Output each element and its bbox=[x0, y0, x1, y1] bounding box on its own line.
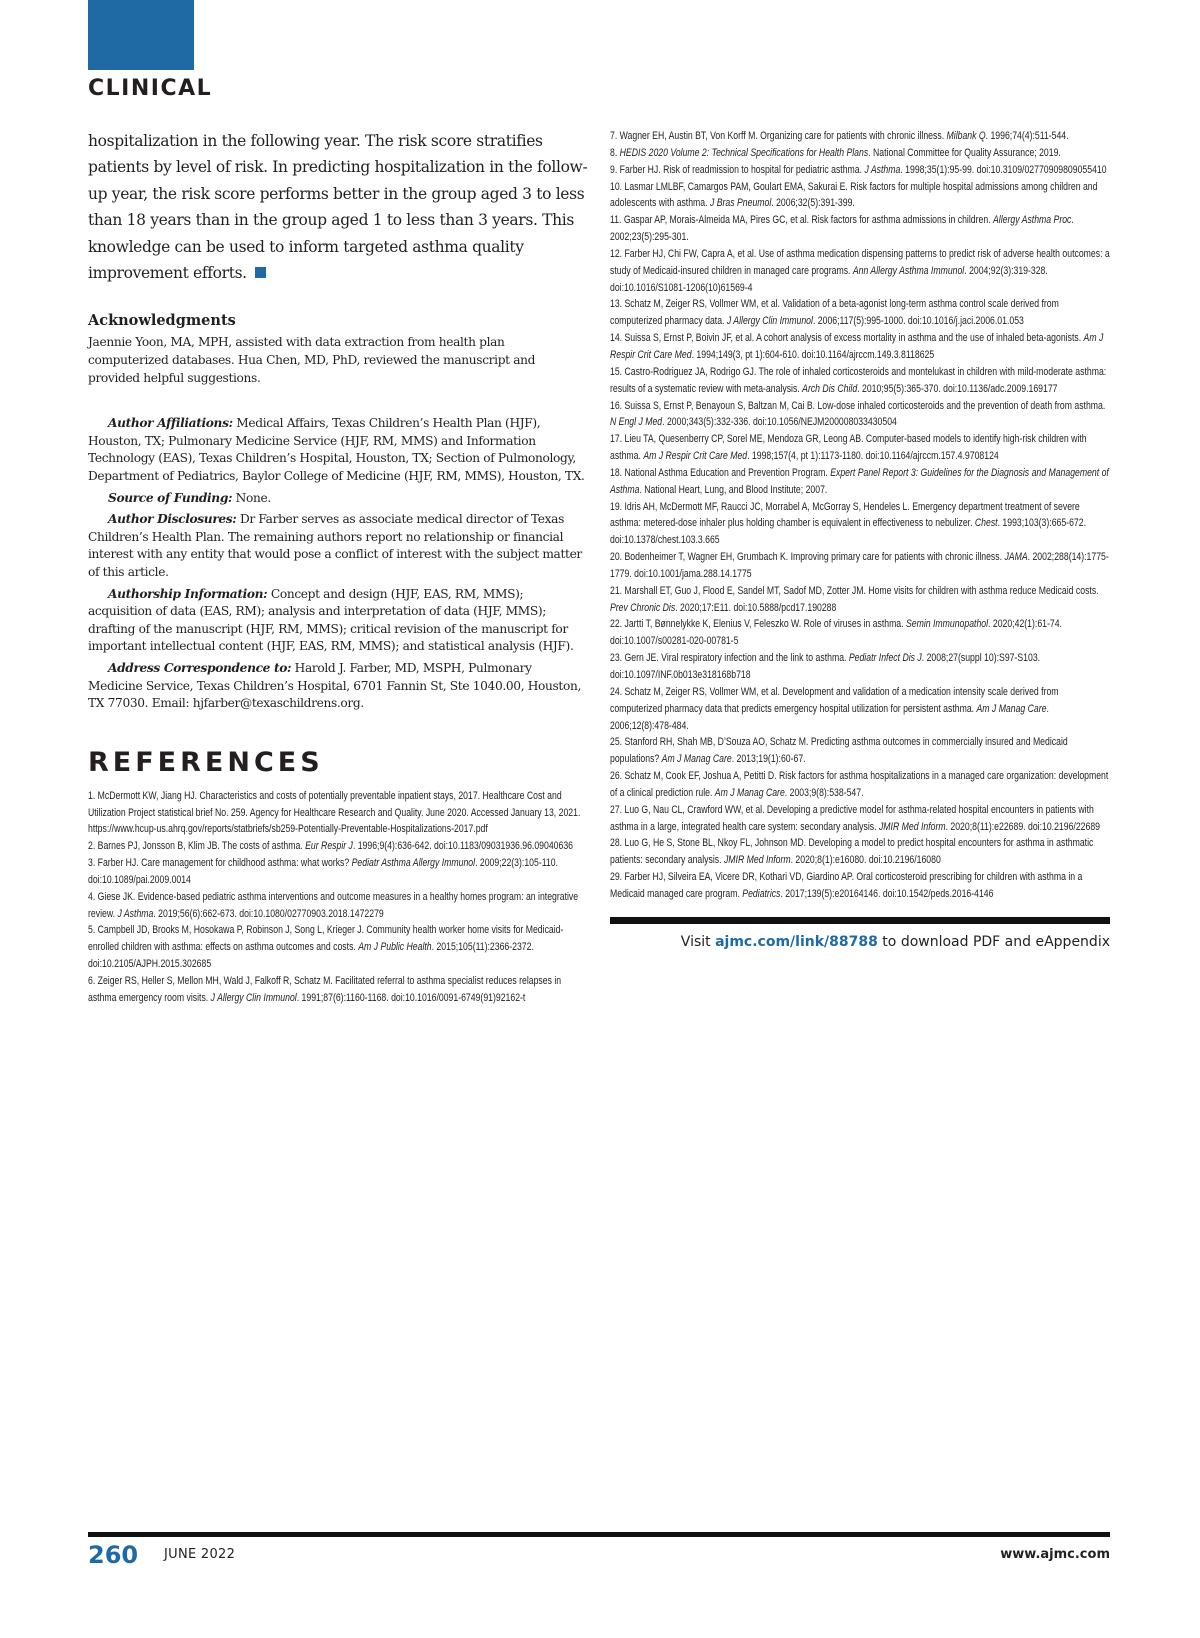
reference-post: . 1993;103(3):665-672. doi:10.1378/chest.103.3.665 bbox=[610, 517, 1086, 547]
reference-journal: Arch Dis Child bbox=[802, 382, 858, 395]
reference-post: . 2002;288(14):1775-1779. doi:10.1001/jama.288.14.1775 bbox=[610, 551, 1109, 580]
reference-post: . National Committee for Quality Assurance; 2019. bbox=[868, 146, 1061, 159]
reference-pre: 9. Farber HJ. Risk of readmission to hospital for pediatric asthma. bbox=[610, 163, 865, 176]
reference-pre: 13. Schatz M, Zeiger RS, Vollmer WM, et al. Validation of a beta-agonist long-term asthma control scale derived from computerized pharmacy data. bbox=[610, 298, 1059, 328]
reference-post: . 2006;117(5):995-1000. doi:10.1016/j.jaci.2006.01.053 bbox=[812, 315, 1024, 328]
reference-item bbox=[610, 549, 1110, 583]
reference-journal: JMIR Med Inform bbox=[723, 854, 791, 867]
reference-pre: 28. Luo G, He S, Stone BL, Nkoy FL, Johnson MD. Developing a model to predict hospital encounters for asthma in asthmatic patients: secondary analysis. bbox=[610, 837, 1094, 867]
reference-journal: Pediatr Asthma Allergy Immunol bbox=[351, 857, 476, 870]
reference-item bbox=[610, 330, 1110, 364]
reference-pre: 2. Barnes PJ, Jonsson B, Klim JB. The costs of asthma. bbox=[88, 840, 306, 853]
address-correspondence: Address Correspondence to: Harold J. Farber, MD, MSPH, Pulmonary Medicine Service, Texas Children’s Hospital, 6701 Fannin St, Ste 1040.00, Houston, TX 77030. Email: hjfarber@texaschildrens.org. bbox=[88, 660, 581, 711]
reference-post: . 1991;87(6):1160-1168. doi:10.1016/0091-6749(91)92162-t bbox=[296, 991, 526, 1004]
reference-item bbox=[610, 128, 1110, 145]
reference-pre: 14. Suissa S, Ernst P, Boivin JF, et al. A cohort analysis of excess mortality in asthma and the use of inhaled beta-agonists. bbox=[610, 332, 1084, 345]
page-number: 260 bbox=[88, 1541, 139, 1569]
reference-pre: 3. Farber HJ. Care management for childhood asthma: what works? bbox=[88, 857, 352, 870]
reference-pre: 7. Wagner EH, Austin BT, Von Korff M. Organizing care for patients with chronic illness. bbox=[610, 130, 947, 142]
reference-pre: 8. bbox=[610, 146, 620, 159]
reference-post: . 1996;74(4):511-544. bbox=[985, 130, 1069, 142]
reference-post: . 2000;343(5):332-336. doi:10.1056/NEJM200008033430504 bbox=[662, 416, 897, 429]
reference-post: . 2020;8(11):e22689. doi:10.2196/22689 bbox=[945, 820, 1100, 833]
reference-pre: 15. Castro-Rodriguez JA, Rodrigo GJ. The role of inhaled corticosteroids and montelukast in children with mild-moderate asthma: results of a systematic review with meta-analysis. bbox=[610, 365, 1107, 395]
reference-journal: Chest bbox=[974, 517, 998, 530]
reference-pre: 22. Jartti T, Bønnelykke K, Elenius V, Feleszko W. Role of viruses in asthma. bbox=[610, 618, 906, 631]
author-disclosures: Author Disclosures: Dr Farber serves as associate medical director of Texas Children’s Health Plan. The remaining authors report no relationship or financial interest with any entity that would pose a conflict of interest with the subject matter of this article. bbox=[88, 512, 582, 579]
references-list-left bbox=[88, 788, 588, 1007]
reference-journal: J Asthma bbox=[864, 163, 901, 176]
reference-item bbox=[610, 768, 1110, 802]
reference-item bbox=[88, 889, 588, 923]
reference-item bbox=[610, 684, 1110, 735]
reference-post: . 1998;157(4, pt 1):1173-1180. doi:10.1164/ajrccm.157.4.9708124 bbox=[747, 450, 999, 463]
reference-journal: J Bras Pneumol bbox=[709, 197, 772, 210]
reference-journal: Am J Manag Care bbox=[661, 753, 732, 766]
reference-pre: 12. Farber HJ, Chi FW, Capra A, et al. Use of asthma medication dispensing patterns to predict risk of adverse health outcomes: a study of Medicaid-insured children in managed care programs. bbox=[610, 247, 1110, 277]
reference-journal: Ann Allergy Asthma Immunol bbox=[852, 264, 965, 277]
reference-pre: 29. Farber HJ, Silveira EA, Vicere DR, Kothari VD, Giardino AP. Oral corticosteroid prescribing for children with asthma in a Medicaid managed care program. bbox=[610, 871, 1083, 900]
reference-post: . 2006;12(8):478-484. bbox=[610, 702, 1049, 732]
reference-journal: HEDIS 2020 Volume 2: Technical Specifications for Health Plans bbox=[619, 146, 869, 159]
reference-post: . 2003;9(8):538-547. bbox=[784, 786, 864, 799]
reference-post: . 2004;92(3):319-328. doi:10.1016/S1081-1206(10)61569-4 bbox=[610, 264, 1048, 294]
reference-post: . 1994;149(3, pt 1):604-610. doi:10.1164/ajrccm.149.3.8118625 bbox=[691, 348, 935, 361]
reference-post: . 2015;105(11):2366-2372. doi:10.2105/AJPH.2015.302685 bbox=[88, 941, 534, 971]
reference-journal: Am J Manag Care bbox=[976, 702, 1047, 715]
reference-pre: 19. Idris AH, McDermott MF, Raucci JC, Morrabel A, McGorray S, Hendeles L. Emergency department treatment of severe asthma: metered-dose inhaler plus holding chamber is equivalent in effectiveness to nebulizer. bbox=[610, 500, 1080, 530]
reference-item bbox=[610, 650, 1110, 684]
reference-pre: 26. Schatz M, Cook EF, Joshua A, Petitti D. Risk factors for asthma hospitalizations in a managed care organization: development of a clinical prediction rule. bbox=[610, 770, 1109, 799]
reference-journal: JMIR Med Inform bbox=[878, 820, 946, 833]
authorship-information: Authorship Information: Concept and design (HJF, EAS, RM, MMS); acquisition of data (EAS, RM); analysis and interpretation of data (HJF, MMS); drafting of the manuscript (HJF, RM, MMS); critical revision of the manuscript for important intellectual content (HJF, EAS, RM, MMS); and statistical analysis (HJF). bbox=[88, 586, 574, 654]
reference-pre: 20. Bodenheimer T, Wagner EH, Grumbach K. Improving primary care for patients with chronic illness. bbox=[610, 551, 1005, 564]
download-note: Visit ajmc.com/link/88788 to download PDF and eAppendix bbox=[680, 933, 1110, 950]
reference-pre: 18. National Asthma Education and Prevention Program. bbox=[610, 466, 831, 479]
reference-item bbox=[610, 499, 1110, 550]
reference-journal: J Asthma bbox=[117, 907, 154, 920]
reference-journal: Pediatr Infect Dis J bbox=[848, 652, 922, 665]
reference-post: . 2010;95(5):365-370. doi:10.1136/adc.2009.169177 bbox=[857, 382, 1058, 395]
reference-item bbox=[610, 212, 1110, 246]
reference-post: . 2006;32(5):391-399. bbox=[771, 197, 855, 210]
reference-item bbox=[610, 296, 1110, 330]
reference-journal: Semin Immunopathol bbox=[905, 618, 989, 631]
footer-rule bbox=[88, 1532, 1110, 1537]
source-of-funding: Source of Funding: None. bbox=[108, 490, 271, 505]
reference-journal: Am J Manag Care bbox=[714, 786, 785, 799]
reference-pre: 24. Schatz M, Zeiger RS, Vollmer WM, et al. Development and validation of a medication intensity scale derived from computerized pharmacy data that predicts emergency hospital utilization for persistent asthma. bbox=[610, 685, 1059, 715]
reference-post: . 2009;22(3):105-110. doi:10.1089/pai.2009.0014 bbox=[88, 857, 558, 886]
reference-post: . 2020;8(1):e16080. doi:10.2196/16080 bbox=[790, 854, 941, 867]
reference-post: . 2017;139(5):e20164146. doi:10.1542/peds.2016-4146 bbox=[780, 887, 994, 900]
reference-item bbox=[610, 802, 1110, 836]
reference-journal: JAMA bbox=[1004, 551, 1028, 564]
reference-journal: Prev Chronic Dis bbox=[610, 601, 676, 614]
reference-item bbox=[610, 835, 1110, 869]
reference-item bbox=[610, 364, 1110, 398]
reference-post: . 2020;42(1):61-74. doi:10.1007/s00281-020-00781-5 bbox=[610, 618, 1062, 648]
acknowledgments-text: Jaennie Yoon, MA, MPH, assisted with data extraction from health plan computerized databases. Hua Chen, MD, PhD, reviewed the manuscript and provided helpful suggestions. bbox=[88, 335, 536, 385]
reference-post: . National Heart, Lung, and Blood Institute; 2007. bbox=[639, 483, 828, 496]
reference-pre: 21. Marshall ET, Guo J, Flood E, Sandel MT, Sadof MD, Zotter JM. Home visits for children with asthma reduce Medicaid costs. bbox=[610, 584, 1099, 597]
download-link[interactable]: ajmc.com/link/88788 bbox=[715, 933, 878, 950]
reference-pre: 5. Campbell JD, Brooks M, Hosokawa P, Robinson J, Song L, Krieger J. Community health worker home visits for Medicaid-enrolled children with asthma: effects on asthma outcomes and costs. bbox=[88, 924, 564, 954]
reference-pre: 23. Gern JE. Viral respiratory infection and the link to asthma. bbox=[610, 652, 849, 665]
issue-date: JUNE 2022 bbox=[164, 1547, 236, 1562]
body-text: hospitalization in the following year. The risk score stratifies patients by level of risk. In predicting hospitalization in the follow-up year, the risk score performs better in the group aged 3 to less than 18 years than in the group aged 1 to less than 3 years. This knowledge can be used to inform targeted asthma quality improvement efforts. bbox=[88, 132, 588, 283]
right-column bbox=[610, 128, 1110, 950]
reference-post: . 1996;9(4):636-642. doi:10.1183/09031936.96.09040636 bbox=[352, 840, 574, 853]
reference-item bbox=[88, 973, 588, 1007]
references-heading: REFERENCES bbox=[88, 746, 324, 778]
reference-post: . 2013;19(1):60-67. bbox=[731, 753, 806, 766]
reference-item bbox=[610, 179, 1110, 213]
reference-journal: J Allergy Clin Immunol bbox=[726, 315, 813, 328]
references-list-right bbox=[610, 128, 1110, 903]
reference-journal: Milbank Q bbox=[946, 130, 986, 142]
reference-pre: 11. Gaspar AP, Morais-Almeida MA, Pires GC, et al. Risk factors for asthma admissions in children. bbox=[610, 214, 994, 227]
reference-journal: Allergy Asthma Proc bbox=[993, 214, 1072, 227]
reference-post: . 1998;35(1):95-99. doi:10.3109/02770909809055410 bbox=[900, 163, 1107, 176]
author-affiliations: Author Affiliations: Medical Affairs, Texas Children’s Health Plan (HJF), Houston, TX; Pulmonary Medicine Service (HJF, RM, MMS) and Information Technology (EAS), Texas Children’s Hospital, Houston, TX; Section of Pulmonology, Department of Pediatrics, Baylor College of Medicine (HJF, RM, MMS), Houston, TX. bbox=[88, 416, 585, 483]
reference-pre: 16. Suissa S, Ernst P, Benayoun S, Baltzan M, Cai B. Low-dose inhaled corticosteroids and the prevention of death from asthma. bbox=[610, 399, 1106, 412]
reference-journal: Am J Respir Crit Care Med bbox=[643, 450, 748, 463]
reference-item bbox=[88, 838, 588, 855]
reference-pre: 17. Lieu TA, Quesenberry CP, Sorel ME, Mendoza GR, Leong AB. Computer-based models to identify high-risk children with asthma. bbox=[610, 433, 1087, 463]
reference-journal: Am J Public Health bbox=[358, 941, 432, 954]
section-label: CLINICAL bbox=[88, 76, 213, 101]
reference-item bbox=[610, 162, 1110, 179]
reference-item bbox=[610, 431, 1110, 465]
reference-item bbox=[88, 922, 588, 973]
reference-post: . 2002;23(5):295-301. bbox=[610, 214, 1074, 244]
author-information bbox=[88, 415, 588, 713]
reference-item bbox=[610, 398, 1110, 432]
reference-pre: 1. McDermott KW, Jiang HJ. Characteristics and costs of potentially preventable inpatient stays, 2017. Healthcare Cost and Utilization Project statistical brief No. 259. Agency for Healthcare Research and Quality. June 2020. Accessed January 13, 2021. https://www.hcup-us.ahrq.gov/reports/statbriefs/sb259-Potentially-Preventable-Hospitalizations-2017.pdf bbox=[88, 789, 581, 836]
reference-journal: Am J Respir Crit Care Med bbox=[610, 332, 1104, 361]
acknowledgments-heading: Acknowledgments bbox=[88, 312, 236, 330]
divider-rule bbox=[610, 917, 1110, 924]
section-color-block bbox=[88, 0, 194, 70]
reference-pre: 6. Zeiger RS, Heller S, Mellon MH, Wald J, Falkoff R, Schatz M. Facilitated referral to asthma specialist reduces relapses in asthma emergency room visits. bbox=[88, 975, 562, 1004]
left-column bbox=[88, 128, 588, 1007]
reference-pre: 27. Luo G, Nau CL, Crawford WW, et al. Developing a predictive model for asthma-related hospital encounters in patients with asthma in a large, integrated health care system: secondary analysis. bbox=[610, 803, 1094, 833]
reference-journal: N Engl J Med bbox=[610, 416, 663, 429]
reference-pre: 10. Lasmar LMLBF, Camargos PAM, Goulart EMA, Sakurai E. Risk factors for multiple hospital admissions among children and adolescents with asthma. bbox=[610, 180, 1098, 210]
reference-item bbox=[610, 145, 1110, 162]
reference-item bbox=[610, 583, 1110, 617]
body-paragraph bbox=[88, 128, 588, 286]
reference-item bbox=[610, 246, 1110, 297]
reference-item bbox=[610, 734, 1110, 768]
end-of-article-square-icon bbox=[255, 267, 266, 278]
reference-journal: Expert Panel Report 3: Guidelines for the Diagnosis and Management of Asthma bbox=[610, 466, 1109, 496]
reference-item bbox=[88, 788, 588, 839]
reference-pre: 4. Giese JK. Evidence-based pediatric asthma interventions and outcome measures in a healthy homes program: an integrative review. bbox=[88, 890, 579, 920]
reference-item bbox=[610, 869, 1110, 903]
site-url[interactable]: www.ajmc.com bbox=[1000, 1547, 1110, 1562]
reference-item bbox=[88, 855, 588, 889]
reference-journal: Eur Respir J bbox=[305, 840, 353, 853]
reference-item bbox=[610, 616, 1110, 650]
reference-pre: 25. Stanford RH, Shah MB, D’Souza AO, Schatz M. Predicting asthma outcomes in commercially insured and Medicaid populations? bbox=[610, 736, 1068, 766]
reference-journal: J Allergy Clin Immunol bbox=[210, 991, 297, 1004]
reference-post: . 2008;27(suppl 10):S97-S103. doi:10.1097/INF.0b013e318168b718 bbox=[610, 652, 1041, 681]
reference-item bbox=[610, 465, 1110, 499]
reference-post: . 2020;17:E11. doi:10.5888/pcd17.190288 bbox=[675, 601, 837, 614]
reference-journal: Pediatrics bbox=[742, 887, 781, 900]
reference-post: . 2019;56(6):662-673. doi:10.1080/02770903.2018.1472279 bbox=[153, 907, 384, 920]
